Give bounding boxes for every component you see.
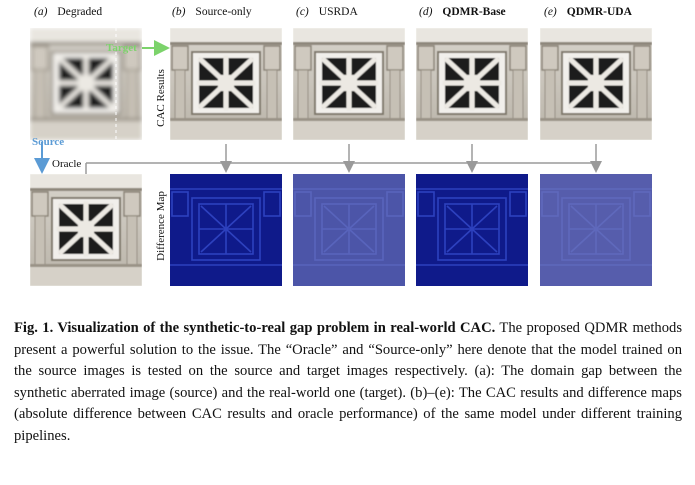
panel-title: QDMR-Base: [442, 6, 506, 18]
panel-index: (e): [544, 6, 557, 18]
source-label: Source: [32, 136, 65, 148]
panel-index: (a): [34, 6, 48, 18]
panel-title: USRDA: [318, 6, 358, 18]
oracle-label: Oracle: [52, 158, 82, 170]
figure-caption: [14, 318, 682, 448]
caption-body: The proposed QDMR methods present a powerful solution to the issue. The “Oracle” and “Source-only” here denote that the model trained on the source images is tested on the source and target images respectively. (a): The domain gap between the synthetic aberrated image (source) and the real-world one (target). (b)–(e): The CAC results and difference maps (absolute difference between CAC results and oracle performance) of the same model under different training pipelines.: [14, 320, 683, 444]
panel-index: (d): [419, 6, 433, 18]
panel-title: Source-only: [195, 6, 252, 18]
panel-index: (c): [296, 6, 309, 18]
target-label: Target: [106, 42, 137, 54]
panel-title: Degraded: [57, 6, 103, 18]
caption-title: Fig. 1. Visualization of the synthetic-to-real gap problem in real-world CAC.: [14, 320, 496, 336]
panel-index: (b): [172, 6, 186, 18]
panel-title: QDMR-UDA: [566, 6, 632, 18]
row-label-cac-results: CAC Results: [155, 69, 167, 127]
row-label-difference-map: Difference Map: [155, 191, 167, 261]
